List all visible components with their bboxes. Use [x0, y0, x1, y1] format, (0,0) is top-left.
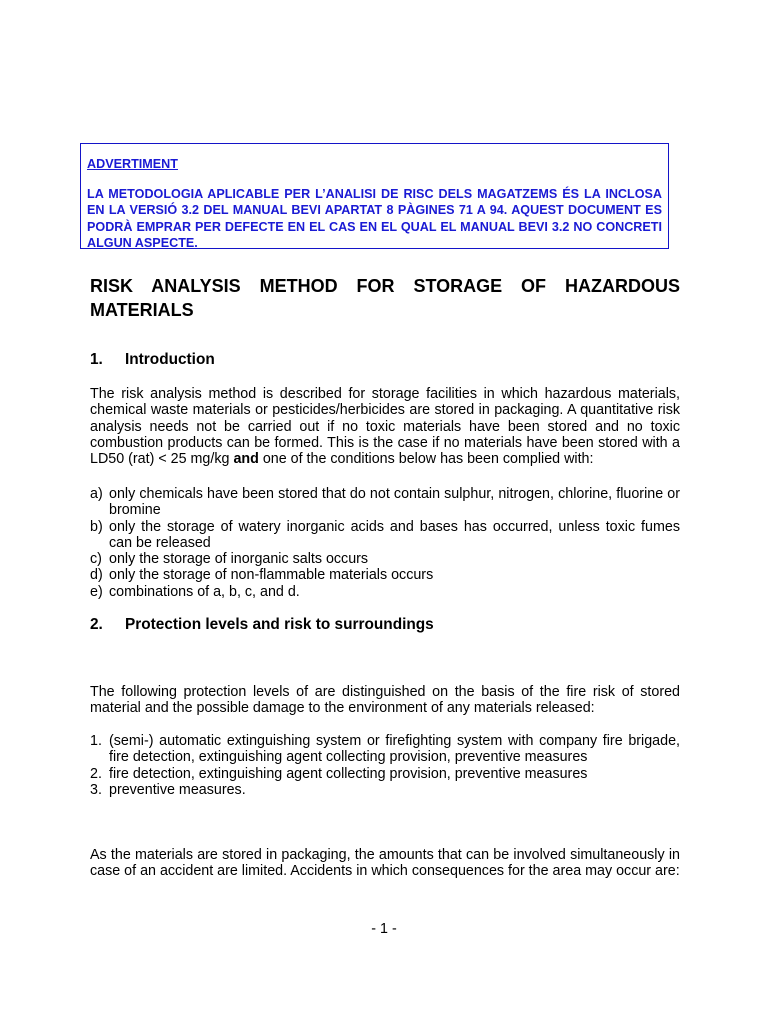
list-text: only the storage of watery inorganic acids and bases has occurred, unless toxic fumes can be released: [109, 518, 680, 551]
document-title: RISK ANALYSIS METHOD FOR STORAGE OF HAZARDOUS MATERIALS: [90, 276, 680, 320]
page-number: - 1 -: [371, 921, 397, 937]
list-marker: a): [90, 486, 103, 502]
conditions-list: [90, 486, 680, 600]
list-text: (semi-) automatic extinguishing system or firefighting system with company fire brigade, fire detection, extinguishing agent collecting provision, preventive measures: [109, 733, 680, 766]
advertiment-notice-box: [80, 143, 669, 249]
section-2-intro: The following protection levels of are distinguished on the basis of the fire risk of stored material and the possible damage to the environment of any materials released:: [90, 684, 680, 717]
list-text: only the storage of inorganic salts occurs: [109, 551, 369, 568]
section-2-closing: As the materials are stored in packaging, the amounts that can be involved simultaneously in case of an accident are limited. Accidents in which consequences for the area may occur are:: [90, 847, 680, 880]
section-1-heading: [90, 351, 215, 369]
list-item: [90, 766, 680, 782]
protection-levels-list: [90, 733, 680, 798]
list-item: [90, 486, 680, 519]
list-text: preventive measures.: [109, 781, 246, 798]
list-item: [90, 782, 680, 798]
list-item: [90, 584, 680, 600]
list-item: [90, 519, 680, 552]
intro-text-b: one of the conditions below has been complied with:: [258, 451, 594, 468]
intro-bold-and: and: [233, 451, 259, 468]
list-text: fire detection, extinguishing agent collecting provision, preventive measures: [109, 765, 588, 782]
list-item: [90, 733, 680, 766]
section-1-title: Introduction: [125, 351, 215, 368]
list-marker: 1.: [90, 733, 102, 749]
list-text: only the storage of non-flammable materials occurs: [109, 567, 434, 584]
list-marker: c): [90, 551, 102, 568]
list-marker: 3.: [90, 781, 102, 798]
list-text: only chemicals have been stored that do not contain sulphur, nitrogen, chlorine, fluorine or bromine: [109, 486, 680, 519]
list-marker: 2.: [90, 765, 102, 782]
notice-title: ADVERTIMENT: [87, 157, 178, 171]
list-item: [90, 567, 680, 583]
list-text: combinations of a, b, c, and d.: [109, 583, 300, 600]
section-2-number: 2.: [90, 616, 103, 633]
section-1-intro: [90, 386, 680, 467]
section-1-number: 1.: [90, 351, 103, 368]
list-marker: d): [90, 567, 103, 584]
notice-body: LA METODOLOGIA APLICABLE PER L’ANALISI DE RISC DELS MAGATZEMS ÉS LA INCLOSA EN LA VERSIÓ 3.2 DEL MANUAL BEVI APARTAT 8 PÀGINES 71 A 94. AQUEST DOCUMENT ES PODRÀ EMPRAR PER DEFECTE EN EL CAS EN EL QUAL EL MANUAL BEVI 3.2 NO CONCRETI ALGUN ASPECTE.: [87, 186, 662, 250]
section-2-title: Protection levels and risk to surroundings: [125, 616, 434, 633]
list-marker: e): [90, 583, 103, 600]
intro-text-a: The risk analysis method is described for storage facilities in which hazardous materials, chemical waste materials or pesticides/herbicides are stored in packaging. A quantitative risk analysis needs not be carried out if no toxic materials have been stored and no toxic combustion products can be formed. This is the case if no materials have been stored with a LD50 (rat) < 25 mg/kg: [90, 386, 680, 468]
list-marker: b): [90, 518, 103, 535]
list-item: [90, 551, 680, 567]
section-2-heading: [90, 616, 434, 634]
